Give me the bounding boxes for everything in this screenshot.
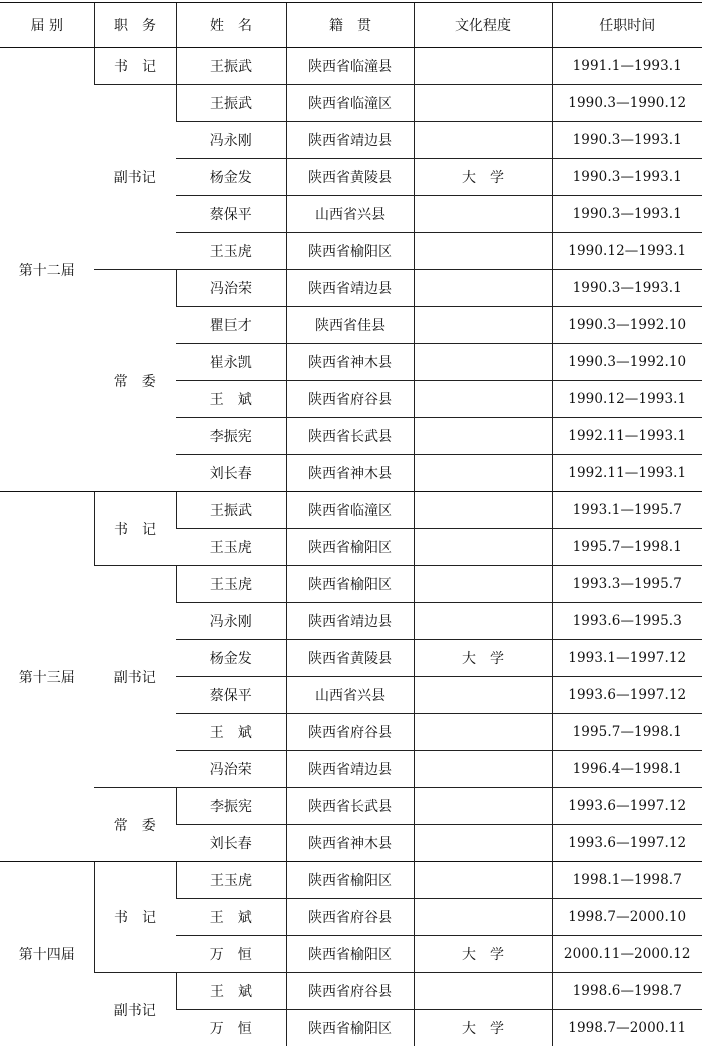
origin-cell: 陕西省长武县 — [286, 418, 414, 455]
tenure-cell: 1995.7—1998.1 — [552, 714, 702, 751]
table-row — [0, 48, 702, 85]
tenure-cell: 1990.3—1992.10 — [552, 344, 702, 381]
position-cell: 书 记 — [94, 48, 176, 85]
name-cell: 冯永刚 — [176, 122, 286, 159]
origin-cell: 山西省兴县 — [286, 677, 414, 714]
tenure-cell: 2000.11—2000.12 — [552, 936, 702, 973]
education-cell — [414, 455, 552, 492]
position-cell: 书 记 — [94, 492, 176, 566]
education-cell — [414, 48, 552, 85]
tenure-cell: 1990.12—1993.1 — [552, 233, 702, 270]
tenure-cell: 1998.6—1998.7 — [552, 973, 702, 1010]
origin-cell: 陕西省榆阳区 — [286, 529, 414, 566]
origin-cell: 陕西省临潼区 — [286, 492, 414, 529]
name-cell: 刘长春 — [176, 825, 286, 862]
education-cell: 大 学 — [414, 1010, 552, 1046]
tenure-cell: 1990.3—1992.10 — [552, 307, 702, 344]
origin-cell: 陕西省黄陵县 — [286, 159, 414, 196]
position-cell: 副书记 — [94, 566, 176, 788]
tenure-cell: 1990.12—1993.1 — [552, 381, 702, 418]
name-cell: 王玉虎 — [176, 566, 286, 603]
origin-cell: 陕西省府谷县 — [286, 899, 414, 936]
education-cell — [414, 714, 552, 751]
position-cell: 副书记 — [94, 85, 176, 270]
origin-cell: 陕西省靖边县 — [286, 270, 414, 307]
header-term: 届 别 — [0, 3, 94, 48]
position-cell: 常 委 — [94, 788, 176, 862]
education-cell: 大 学 — [414, 640, 552, 677]
education-cell — [414, 196, 552, 233]
term-cell: 第十四届 — [0, 862, 94, 1046]
origin-cell: 陕西省府谷县 — [286, 714, 414, 751]
position-cell: 书 记 — [94, 862, 176, 973]
origin-cell: 陕西省榆阳区 — [286, 936, 414, 973]
table-row — [0, 973, 702, 1010]
origin-cell: 陕西省神木县 — [286, 825, 414, 862]
name-cell: 王玉虎 — [176, 862, 286, 899]
header-name: 姓 名 — [176, 3, 286, 48]
tenure-cell: 1998.1—1998.7 — [552, 862, 702, 899]
origin-cell: 陕西省榆阳区 — [286, 1010, 414, 1046]
education-cell — [414, 603, 552, 640]
origin-cell: 陕西省黄陵县 — [286, 640, 414, 677]
tenure-cell: 1993.6—1997.12 — [552, 677, 702, 714]
term-cell: 第十三届 — [0, 492, 94, 862]
origin-cell: 陕西省长武县 — [286, 788, 414, 825]
name-cell: 蔡保平 — [176, 196, 286, 233]
name-cell: 瞿巨才 — [176, 307, 286, 344]
table-row — [0, 862, 702, 899]
tenure-cell: 1995.7—1998.1 — [552, 529, 702, 566]
tenure-cell: 1998.7—2000.10 — [552, 899, 702, 936]
tenure-cell: 1993.1—1995.7 — [552, 492, 702, 529]
header-position: 职 务 — [94, 3, 176, 48]
origin-cell: 山西省兴县 — [286, 196, 414, 233]
tenure-cell: 1990.3—1990.12 — [552, 85, 702, 122]
education-cell — [414, 973, 552, 1010]
term-cell: 第十二届 — [0, 48, 94, 492]
origin-cell: 陕西省神木县 — [286, 455, 414, 492]
header-tenure: 任职时间 — [552, 3, 702, 48]
education-cell — [414, 122, 552, 159]
education-cell — [414, 344, 552, 381]
origin-cell: 陕西省府谷县 — [286, 381, 414, 418]
name-cell: 王玉虎 — [176, 529, 286, 566]
education-cell — [414, 751, 552, 788]
tenure-cell: 1996.4—1998.1 — [552, 751, 702, 788]
name-cell: 王 斌 — [176, 381, 286, 418]
name-cell: 冯永刚 — [176, 603, 286, 640]
origin-cell: 陕西省靖边县 — [286, 603, 414, 640]
name-cell: 李振宪 — [176, 788, 286, 825]
education-cell — [414, 85, 552, 122]
tenure-cell: 1990.3—1993.1 — [552, 159, 702, 196]
education-cell — [414, 862, 552, 899]
origin-cell: 陕西省靖边县 — [286, 122, 414, 159]
education-cell — [414, 529, 552, 566]
table-row — [0, 85, 702, 122]
position-cell: 副书记 — [94, 973, 176, 1046]
origin-cell: 陕西省临潼县 — [286, 48, 414, 85]
education-cell — [414, 825, 552, 862]
origin-cell: 陕西省靖边县 — [286, 751, 414, 788]
origin-cell: 陕西省府谷县 — [286, 973, 414, 1010]
name-cell: 王振武 — [176, 492, 286, 529]
education-cell — [414, 492, 552, 529]
leaders-table — [0, 2, 702, 1046]
header-row — [0, 3, 702, 48]
education-cell — [414, 677, 552, 714]
tenure-cell: 1991.1—1993.1 — [552, 48, 702, 85]
origin-cell: 陕西省榆阳区 — [286, 566, 414, 603]
origin-cell: 陕西省榆阳区 — [286, 862, 414, 899]
name-cell: 李振宪 — [176, 418, 286, 455]
table-row — [0, 788, 702, 825]
name-cell: 杨金发 — [176, 640, 286, 677]
table-row — [0, 270, 702, 307]
origin-cell: 陕西省榆阳区 — [286, 233, 414, 270]
tenure-cell: 1993.6—1997.12 — [552, 825, 702, 862]
origin-cell: 陕西省神木县 — [286, 344, 414, 381]
name-cell: 崔永凯 — [176, 344, 286, 381]
name-cell: 王 斌 — [176, 714, 286, 751]
tenure-cell: 1990.3—1993.1 — [552, 122, 702, 159]
table-body — [0, 48, 702, 1046]
education-cell: 大 学 — [414, 936, 552, 973]
education-cell — [414, 899, 552, 936]
education-cell — [414, 381, 552, 418]
name-cell: 王 斌 — [176, 899, 286, 936]
education-cell — [414, 788, 552, 825]
name-cell: 王 斌 — [176, 973, 286, 1010]
tenure-cell: 1998.7—2000.11 — [552, 1010, 702, 1046]
name-cell: 冯治荣 — [176, 270, 286, 307]
tenure-cell: 1992.11—1993.1 — [552, 455, 702, 492]
tenure-cell: 1993.3—1995.7 — [552, 566, 702, 603]
origin-cell: 陕西省佳县 — [286, 307, 414, 344]
tenure-cell: 1990.3—1993.1 — [552, 196, 702, 233]
name-cell: 杨金发 — [176, 159, 286, 196]
tenure-cell: 1993.6—1997.12 — [552, 788, 702, 825]
name-cell: 蔡保平 — [176, 677, 286, 714]
table-row — [0, 566, 702, 603]
origin-cell: 陕西省临潼区 — [286, 85, 414, 122]
education-cell — [414, 270, 552, 307]
tenure-cell: 1993.6—1995.3 — [552, 603, 702, 640]
name-cell: 冯治荣 — [176, 751, 286, 788]
tenure-cell: 1992.11—1993.1 — [552, 418, 702, 455]
header-education: 文化程度 — [414, 3, 552, 48]
name-cell: 万 恒 — [176, 936, 286, 973]
tenure-cell: 1990.3—1993.1 — [552, 270, 702, 307]
education-cell — [414, 233, 552, 270]
position-cell: 常 委 — [94, 270, 176, 492]
table-row — [0, 492, 702, 529]
name-cell: 王振武 — [176, 85, 286, 122]
education-cell — [414, 566, 552, 603]
header-origin: 籍 贯 — [286, 3, 414, 48]
name-cell: 王振武 — [176, 48, 286, 85]
education-cell: 大 学 — [414, 159, 552, 196]
name-cell: 刘长春 — [176, 455, 286, 492]
name-cell: 万 恒 — [176, 1010, 286, 1046]
tenure-cell: 1993.1—1997.12 — [552, 640, 702, 677]
education-cell — [414, 418, 552, 455]
education-cell — [414, 307, 552, 344]
name-cell: 王玉虎 — [176, 233, 286, 270]
